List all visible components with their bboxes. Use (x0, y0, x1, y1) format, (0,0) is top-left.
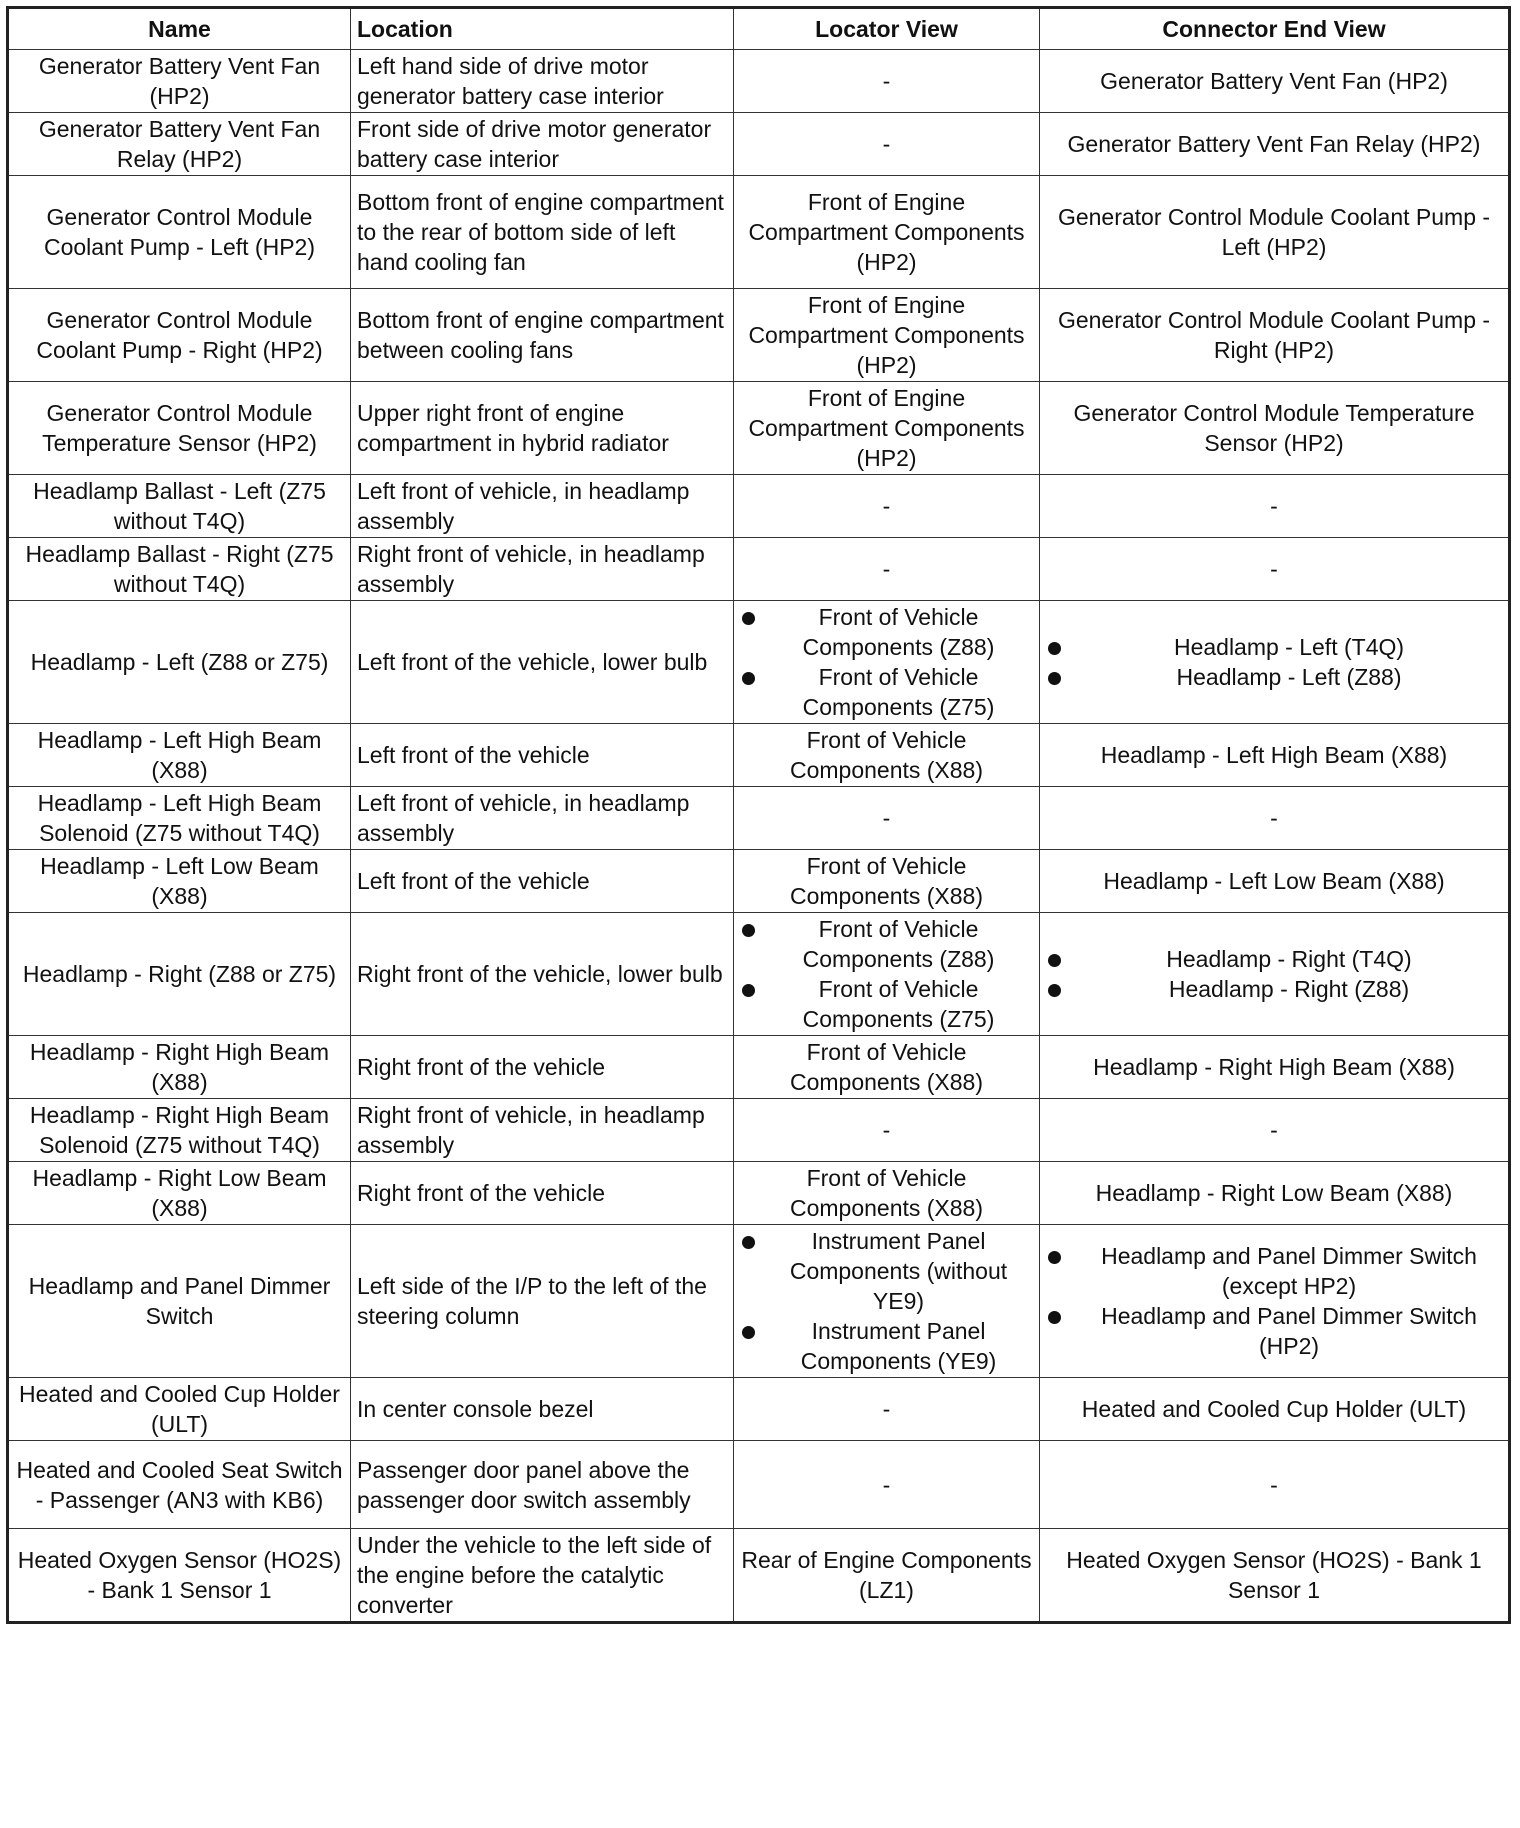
location-cell: In center console bezel (351, 1378, 734, 1441)
connector-end-view-cell: - (1040, 787, 1510, 850)
connector-list-item: Headlamp and Panel Dimmer Switch (HP2) (1046, 1301, 1502, 1361)
header-connector-end-view: Connector End View (1040, 8, 1510, 50)
component-name-cell: Heated Oxygen Sensor (HO2S) - Bank 1 Sensor 1 (8, 1529, 351, 1623)
table-row (8, 1225, 1510, 1378)
locator-bullet-list (740, 602, 1033, 722)
component-name-cell: Generator Control Module Temperature Sensor (HP2) (8, 382, 351, 475)
connector-bullet-list (1046, 632, 1502, 692)
connector-end-view-cell: Generator Battery Vent Fan Relay (HP2) (1040, 113, 1510, 176)
table-row (8, 724, 1510, 787)
connector-end-view-cell: Heated and Cooled Cup Holder (ULT) (1040, 1378, 1510, 1441)
connector-list-item: Headlamp and Panel Dimmer Switch (except HP2) (1046, 1241, 1502, 1301)
location-cell: Passenger door panel above the passenger door switch assembly (351, 1441, 734, 1529)
table-row (8, 382, 1510, 475)
locator-view-cell: - (734, 1099, 1040, 1162)
location-cell: Left front of the vehicle, lower bulb (351, 601, 734, 724)
component-name-cell: Headlamp - Left High Beam Solenoid (Z75 without T4Q) (8, 787, 351, 850)
locator-bullet-list (740, 1226, 1033, 1376)
locator-view-cell: Front of Engine Compartment Components (HP2) (734, 289, 1040, 382)
table-row (8, 113, 1510, 176)
locator-list-item: Front of Vehicle Components (Z75) (740, 974, 1033, 1034)
component-name-cell: Heated and Cooled Cup Holder (ULT) (8, 1378, 351, 1441)
table-row (8, 787, 1510, 850)
locator-view-cell: Front of Vehicle Components (X88) (734, 1036, 1040, 1099)
location-cell: Front side of drive motor generator battery case interior (351, 113, 734, 176)
connector-end-view-cell: - (1040, 538, 1510, 601)
connector-list-item: Headlamp - Right (T4Q) (1046, 944, 1502, 974)
locator-view-cell: - (734, 1441, 1040, 1529)
location-cell: Right front of vehicle, in headlamp assembly (351, 538, 734, 601)
component-name-cell: Generator Control Module Coolant Pump - Left (HP2) (8, 176, 351, 289)
component-name-cell: Headlamp - Right High Beam (X88) (8, 1036, 351, 1099)
connector-list-item: Headlamp - Left (Z88) (1046, 662, 1502, 692)
locator-list-item: Instrument Panel Components (without YE9) (740, 1226, 1033, 1316)
table-row (8, 1099, 1510, 1162)
component-name-cell: Headlamp - Right High Beam Solenoid (Z75 without T4Q) (8, 1099, 351, 1162)
component-name-cell: Headlamp Ballast - Right (Z75 without T4Q) (8, 538, 351, 601)
table-row (8, 1036, 1510, 1099)
table-row (8, 475, 1510, 538)
location-cell: Left front of the vehicle (351, 724, 734, 787)
location-cell: Right front of the vehicle (351, 1162, 734, 1225)
connector-list-item: Headlamp - Right (Z88) (1046, 974, 1502, 1004)
connector-end-view-cell: Generator Control Module Coolant Pump - Right (HP2) (1040, 289, 1510, 382)
table-row (8, 289, 1510, 382)
table-row (8, 50, 1510, 113)
connector-end-view-cell: Generator Control Module Coolant Pump - Left (HP2) (1040, 176, 1510, 289)
connector-end-view-cell: Generator Control Module Temperature Sensor (HP2) (1040, 382, 1510, 475)
locator-view-cell: Front of Engine Compartment Components (HP2) (734, 176, 1040, 289)
locator-view-cell: Rear of Engine Components (LZ1) (734, 1529, 1040, 1623)
connector-bullet-list (1046, 1241, 1502, 1361)
component-locator-table (6, 6, 1511, 1624)
connector-end-view-cell: Headlamp - Left High Beam (X88) (1040, 724, 1510, 787)
locator-view-cell: Front of Vehicle Components (X88) (734, 850, 1040, 913)
connector-list-item: Headlamp - Left (T4Q) (1046, 632, 1502, 662)
locator-view-cell (734, 1225, 1040, 1378)
header-name: Name (8, 8, 351, 50)
header-locator-view: Locator View (734, 8, 1040, 50)
connector-end-view-cell (1040, 1225, 1510, 1378)
location-cell: Bottom front of engine compartment between cooling fans (351, 289, 734, 382)
table-row (8, 1529, 1510, 1623)
component-name-cell: Generator Battery Vent Fan (HP2) (8, 50, 351, 113)
component-name-cell: Headlamp - Left High Beam (X88) (8, 724, 351, 787)
connector-end-view-cell: Headlamp - Right Low Beam (X88) (1040, 1162, 1510, 1225)
header-row (8, 8, 1510, 50)
locator-view-cell: - (734, 538, 1040, 601)
locator-view-cell: - (734, 50, 1040, 113)
locator-bullet-list (740, 914, 1033, 1034)
connector-end-view-cell (1040, 913, 1510, 1036)
location-cell: Left hand side of drive motor generator battery case interior (351, 50, 734, 113)
locator-view-cell: Front of Vehicle Components (X88) (734, 1162, 1040, 1225)
connector-end-view-cell (1040, 601, 1510, 724)
component-name-cell: Headlamp - Left Low Beam (X88) (8, 850, 351, 913)
location-cell: Left front of vehicle, in headlamp assembly (351, 787, 734, 850)
location-cell: Under the vehicle to the left side of the engine before the catalytic converter (351, 1529, 734, 1623)
connector-end-view-cell: Generator Battery Vent Fan (HP2) (1040, 50, 1510, 113)
locator-view-cell (734, 913, 1040, 1036)
table-row (8, 913, 1510, 1036)
location-cell: Left front of vehicle, in headlamp assembly (351, 475, 734, 538)
locator-view-cell: Front of Engine Compartment Components (HP2) (734, 382, 1040, 475)
location-cell: Right front of the vehicle (351, 1036, 734, 1099)
location-cell: Right front of the vehicle, lower bulb (351, 913, 734, 1036)
table-row (8, 1162, 1510, 1225)
connector-end-view-cell: Headlamp - Right High Beam (X88) (1040, 1036, 1510, 1099)
table-row (8, 176, 1510, 289)
connector-end-view-cell: Headlamp - Left Low Beam (X88) (1040, 850, 1510, 913)
locator-view-cell (734, 601, 1040, 724)
location-cell: Upper right front of engine compartment in hybrid radiator (351, 382, 734, 475)
location-cell: Bottom front of engine compartment to the rear of bottom side of left hand cooling fan (351, 176, 734, 289)
locator-view-cell: Front of Vehicle Components (X88) (734, 724, 1040, 787)
locator-view-cell: - (734, 787, 1040, 850)
locator-view-cell: - (734, 113, 1040, 176)
component-name-cell: Headlamp - Right Low Beam (X88) (8, 1162, 351, 1225)
table-row (8, 850, 1510, 913)
locator-view-cell: - (734, 475, 1040, 538)
connector-end-view-cell: - (1040, 475, 1510, 538)
connector-end-view-cell: - (1040, 1441, 1510, 1529)
table-row (8, 1378, 1510, 1441)
component-name-cell: Generator Control Module Coolant Pump - Right (HP2) (8, 289, 351, 382)
component-name-cell: Headlamp - Left (Z88 or Z75) (8, 601, 351, 724)
table-row (8, 538, 1510, 601)
locator-list-item: Front of Vehicle Components (Z75) (740, 662, 1033, 722)
locator-list-item: Front of Vehicle Components (Z88) (740, 914, 1033, 974)
location-cell: Right front of vehicle, in headlamp assembly (351, 1099, 734, 1162)
component-name-cell: Headlamp Ballast - Left (Z75 without T4Q) (8, 475, 351, 538)
locator-list-item: Instrument Panel Components (YE9) (740, 1316, 1033, 1376)
component-name-cell: Headlamp - Right (Z88 or Z75) (8, 913, 351, 1036)
location-cell: Left front of the vehicle (351, 850, 734, 913)
locator-list-item: Front of Vehicle Components (Z88) (740, 602, 1033, 662)
component-name-cell: Heated and Cooled Seat Switch - Passenger (AN3 with KB6) (8, 1441, 351, 1529)
connector-end-view-cell: Heated Oxygen Sensor (HO2S) - Bank 1 Sensor 1 (1040, 1529, 1510, 1623)
locator-view-cell: - (734, 1378, 1040, 1441)
connector-end-view-cell: - (1040, 1099, 1510, 1162)
component-name-cell: Headlamp and Panel Dimmer Switch (8, 1225, 351, 1378)
header-location: Location (351, 8, 734, 50)
connector-bullet-list (1046, 944, 1502, 1004)
component-name-cell: Generator Battery Vent Fan Relay (HP2) (8, 113, 351, 176)
table-row (8, 601, 1510, 724)
location-cell: Left side of the I/P to the left of the steering column (351, 1225, 734, 1378)
table-row (8, 1441, 1510, 1529)
